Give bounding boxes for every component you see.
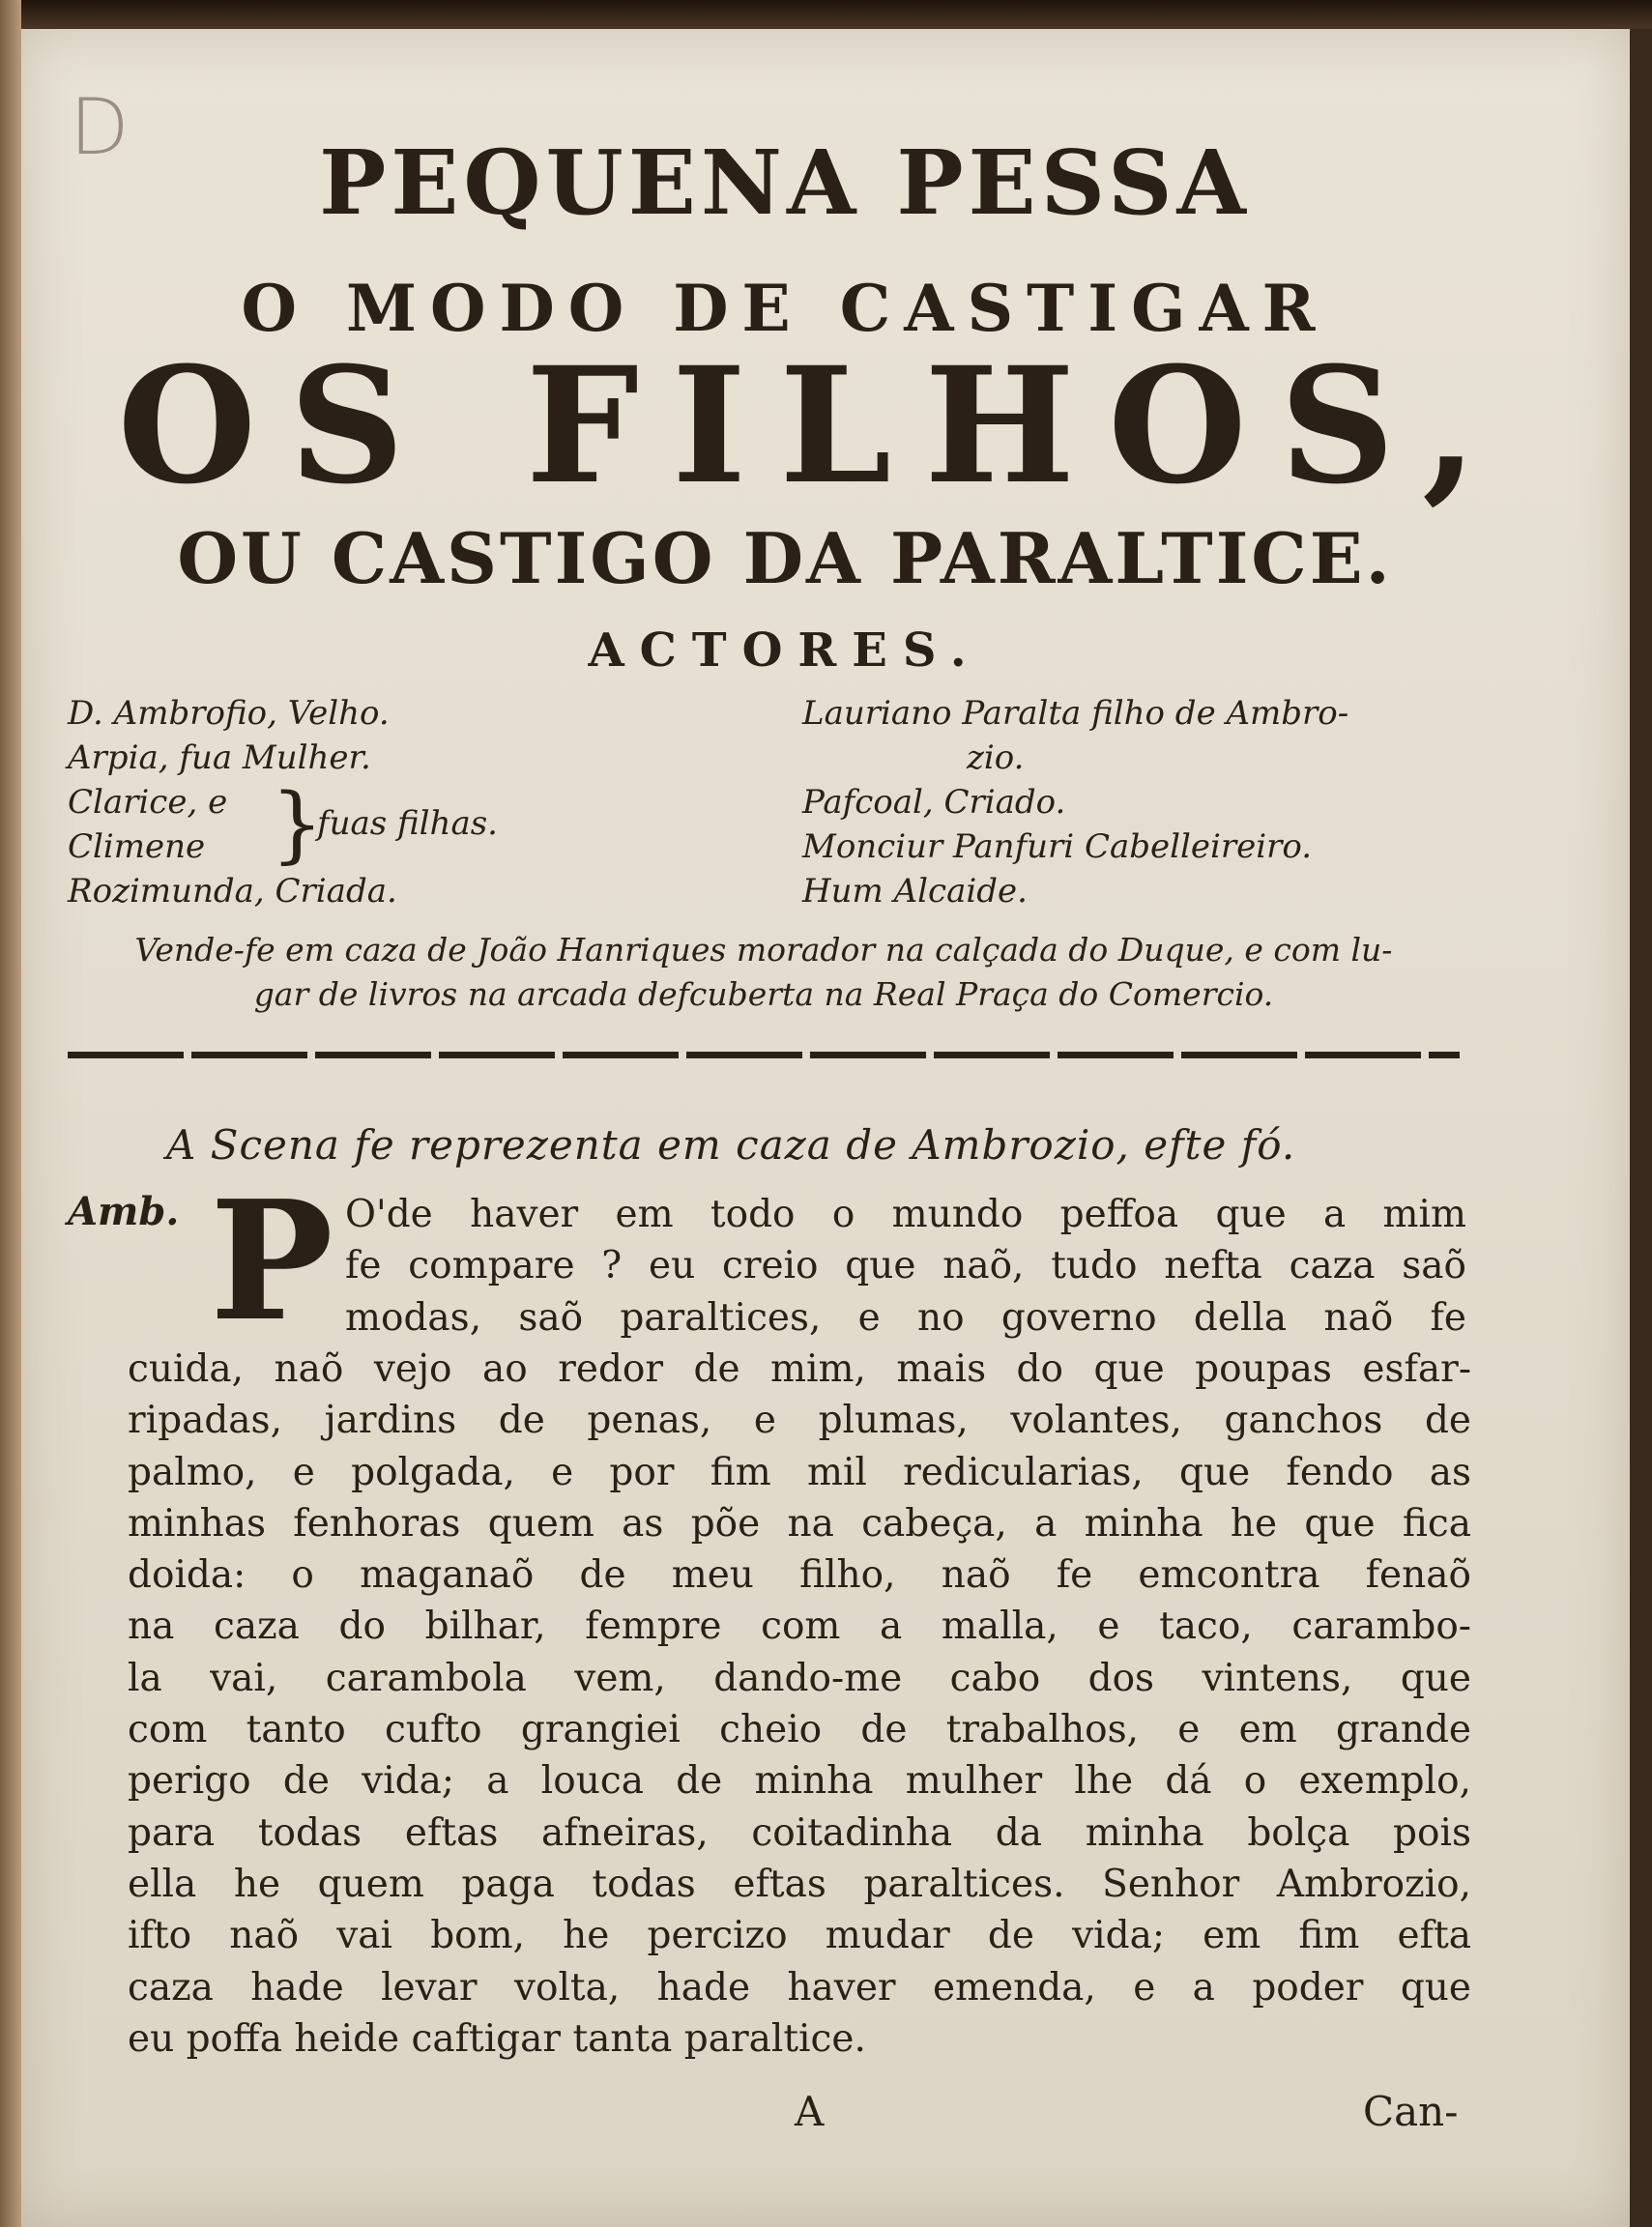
divider-rule: [68, 1052, 1460, 1058]
body-line: ripadas, jardins de penas, e plumas, volantes, ganchos de: [128, 1399, 1471, 1443]
body-line: cuida, naõ vejo ao redor de mim, mais do que poupas esfar-: [128, 1347, 1471, 1391]
cast-climene: Climene: [68, 827, 206, 866]
body-line: la vai, carambola vem, dando-me cabo dos vintens, que: [128, 1656, 1471, 1700]
cast-list-right: [802, 691, 1479, 913]
daughters-names: [68, 780, 227, 869]
cast-monciur: Monciur Panfuri Cabelleireiro.: [802, 827, 1313, 866]
title-line-1: PEQUENA PESSA: [319, 130, 1251, 235]
imprint-line-1: Vende-fe em caza de João Hanriques morador na calçada do Duque, e com lu-: [134, 931, 1393, 969]
speaker-label: Amb.: [68, 1189, 180, 1234]
scene-heading: A Scena fe reprezenta em caza de Ambrozio, efte fó.: [166, 1121, 1296, 1169]
cast-lauriano-cont: zio.: [967, 738, 1025, 777]
cast-pascoal: Pafcoal, Criado.: [802, 783, 1066, 822]
page-edge: [0, 0, 21, 2227]
body-line: ella he quem paga todas eftas paraltices. Senhor Ambrozio,: [128, 1862, 1471, 1906]
body-line: doida: o maganaõ de meu filho, naõ fe emcontra fenaõ: [128, 1553, 1471, 1598]
imprint-line-2: gar de livros na arcada defcuberta na Real Praça do Comercio.: [253, 975, 1274, 1013]
body-line: fe compare ? eu creio que naõ, tudo nefta caza saõ: [345, 1244, 1466, 1288]
body-line: na caza do bilhar, fempre com a malla, e taco, carambo-: [128, 1605, 1471, 1649]
cast-rozimunda: Rozimunda, Criada.: [68, 872, 397, 911]
cast-arpia: Arpia, fua Mulher.: [68, 738, 371, 777]
margin-mark: D: [70, 82, 130, 172]
body-line: palmo, e polgada, e por fim mil redicularias, que fendo as: [128, 1450, 1471, 1494]
background-top: [0, 0, 1652, 29]
drop-cap: P: [210, 1165, 333, 1358]
cast-alcaide: Hum Alcaide.: [802, 872, 1028, 911]
body-line: minhas fenhoras quem as põe na cabeça, a minha he que fica: [128, 1501, 1471, 1546]
title-line-4: OU CASTIGO DA PARALTICE.: [177, 517, 1393, 599]
body-line: para todas eftas afneiras, coitadinha da minha bolça pois: [128, 1810, 1471, 1855]
imprint: [68, 928, 1460, 1017]
brace-symbol: }: [271, 776, 324, 873]
catchword: Can-: [1363, 2088, 1459, 2135]
cast-clarice: Clarice, e: [68, 783, 228, 822]
body-line: com tanto cufto grangiei cheio de trabalhos, e em grande: [128, 1708, 1471, 1752]
cast-list-left: [68, 691, 744, 913]
signature-mark: A: [795, 2088, 825, 2135]
body-line: ifto naõ vai bom, he percizo mudar de vida; em fim efta: [128, 1914, 1471, 1958]
body-indented: [345, 1189, 1466, 1344]
title-line-2: O MODO DE CASTIGAR: [241, 271, 1329, 346]
body-line: modas, saõ paraltices, e no governo della naõ fe: [345, 1295, 1466, 1340]
cast-lauriano: Lauriano Paralta filho de Ambro-: [802, 694, 1349, 733]
daughters-label: fuas filhas.: [317, 804, 498, 843]
cast-daughters: [68, 776, 744, 873]
body-line: eu poffa heide caftigar tanta paraltice.: [128, 2016, 866, 2061]
title-line-3: OS FILHOS,: [117, 332, 1511, 519]
body-line: caza hade levar volta, hade haver emenda, e a poder que: [128, 1965, 1471, 2010]
actors-heading: ACTORES.: [588, 623, 982, 678]
body-line: O'de haver em todo o mundo peffoa que a mim: [345, 1193, 1466, 1236]
body-line: perigo de vida; a louca de minha mulher lhe dá o exemplo,: [128, 1759, 1471, 1804]
body-main: [128, 1344, 1471, 2065]
document-page: [21, 29, 1630, 2227]
cast-ambrosio: D. Ambrofio, Velho.: [68, 694, 390, 733]
